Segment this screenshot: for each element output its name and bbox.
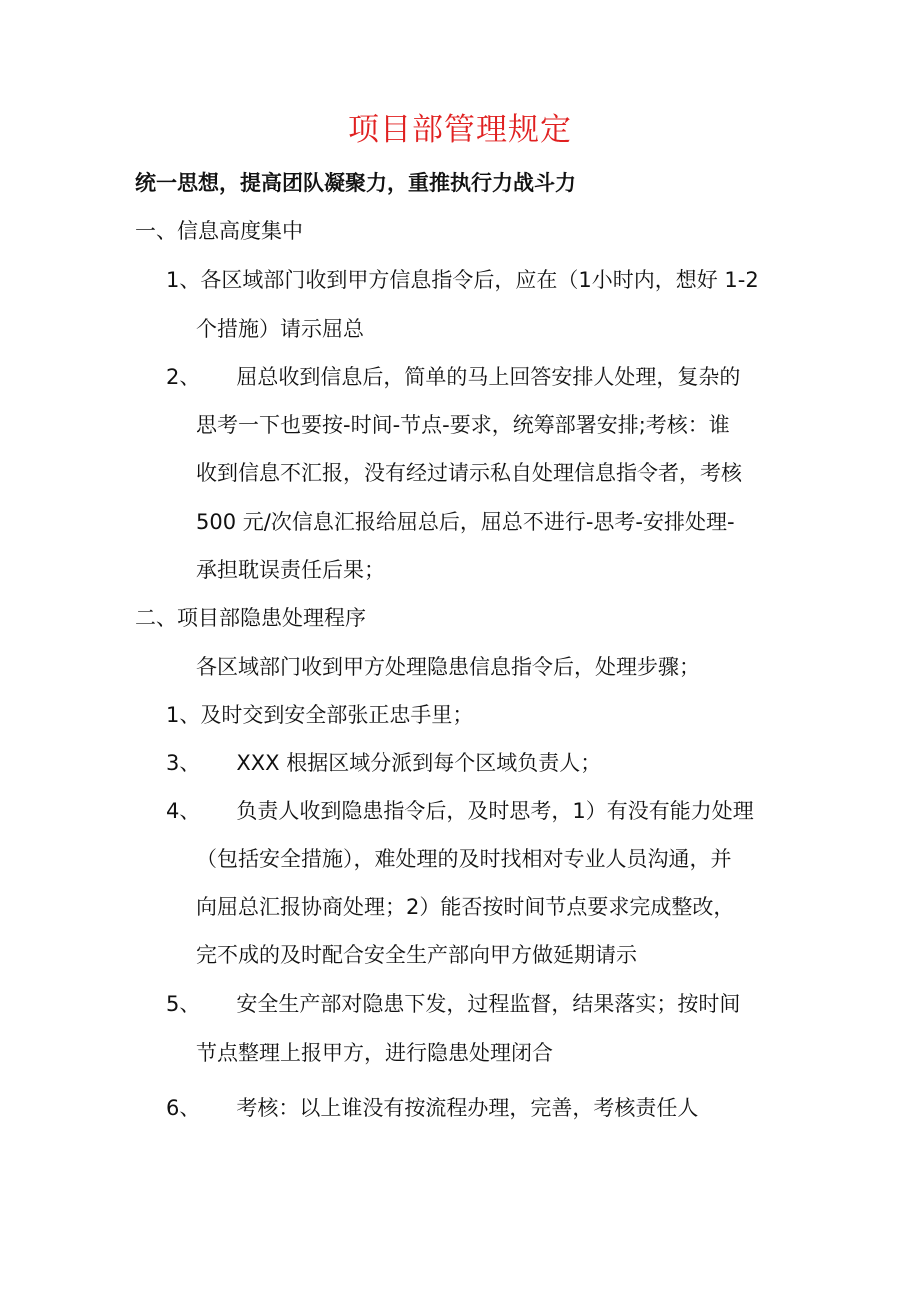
section1-item2-cont: 承担耽误责任后果； bbox=[196, 558, 385, 582]
section1-item2 bbox=[166, 362, 740, 392]
section2-item4-cont: 完不成的及时配合安全生产部向甲方做延期请示 bbox=[196, 943, 637, 967]
list-item-text: 各区域部门收到甲方信息指令后，应在（1小时内，想好 1-2 bbox=[200, 268, 759, 292]
section2-item5 bbox=[166, 989, 740, 1019]
list-marker: 2、 bbox=[166, 365, 201, 389]
section2-item6 bbox=[166, 1093, 698, 1123]
list-item-text: 负责人收到隐患指令后，及时思考，1）有没有能力处理 bbox=[236, 799, 754, 823]
list-item-text: 屈总收到信息后，简单的马上回答安排人处理，复杂的 bbox=[236, 365, 741, 389]
list-marker: 1、 bbox=[166, 703, 201, 727]
section1-item1 bbox=[166, 265, 759, 295]
list-marker: 4、 bbox=[166, 799, 201, 823]
section1-item2-cont: 收到信息不汇报，没有经过请示私自处理信息指令者，考核 bbox=[196, 461, 742, 485]
section2-intro: 各区域部门收到甲方处理隐患信息指令后，处理步骤； bbox=[196, 655, 700, 679]
section2-item3 bbox=[166, 748, 601, 778]
list-item-text: 及时交到安全部张正忠手里； bbox=[200, 703, 474, 727]
section2-item4-cont: 向屈总汇报协商处理；2）能否按时间节点要求完成整改， bbox=[196, 895, 735, 919]
section2-heading: 二、项目部隐患处理程序 bbox=[135, 606, 366, 630]
document-subtitle: 统一思想，提高团队凝聚力，重推执行力战斗力 bbox=[135, 171, 576, 195]
list-item-text: 考核：以上谁没有按流程办理，完善，考核责任人 bbox=[236, 1096, 699, 1120]
section2-item4-cont: （包括安全措施），难处理的及时找相对专业人员沟通，并 bbox=[196, 847, 732, 871]
document-title: 项目部管理规定 bbox=[348, 112, 572, 148]
list-marker: 6、 bbox=[166, 1096, 201, 1120]
section1-heading: 一、信息高度集中 bbox=[135, 219, 303, 243]
list-marker: 3、 bbox=[166, 751, 201, 775]
section1-item2-cont: 500 元/次信息汇报给屈总后，屈总不进行-思考-安排处理- bbox=[196, 510, 735, 534]
section1-item1-cont: 个措施）请示屈总 bbox=[196, 317, 364, 341]
list-marker: 1、 bbox=[166, 268, 201, 292]
list-item-text: XXX 根据区域分派到每个区域负责人； bbox=[236, 751, 602, 775]
section2-item5-cont: 节点整理上报甲方，进行隐患处理闭合 bbox=[196, 1041, 553, 1065]
list-marker: 5、 bbox=[166, 992, 201, 1016]
section2-item4 bbox=[166, 796, 754, 826]
section1-item2-cont: 思考一下也要按-时间-节点-要求，统筹部署安排;考核：谁 bbox=[196, 413, 730, 437]
list-item-text: 安全生产部对隐患下发，过程监督，结果落实；按时间 bbox=[236, 992, 741, 1016]
section2-item1 bbox=[166, 700, 473, 730]
